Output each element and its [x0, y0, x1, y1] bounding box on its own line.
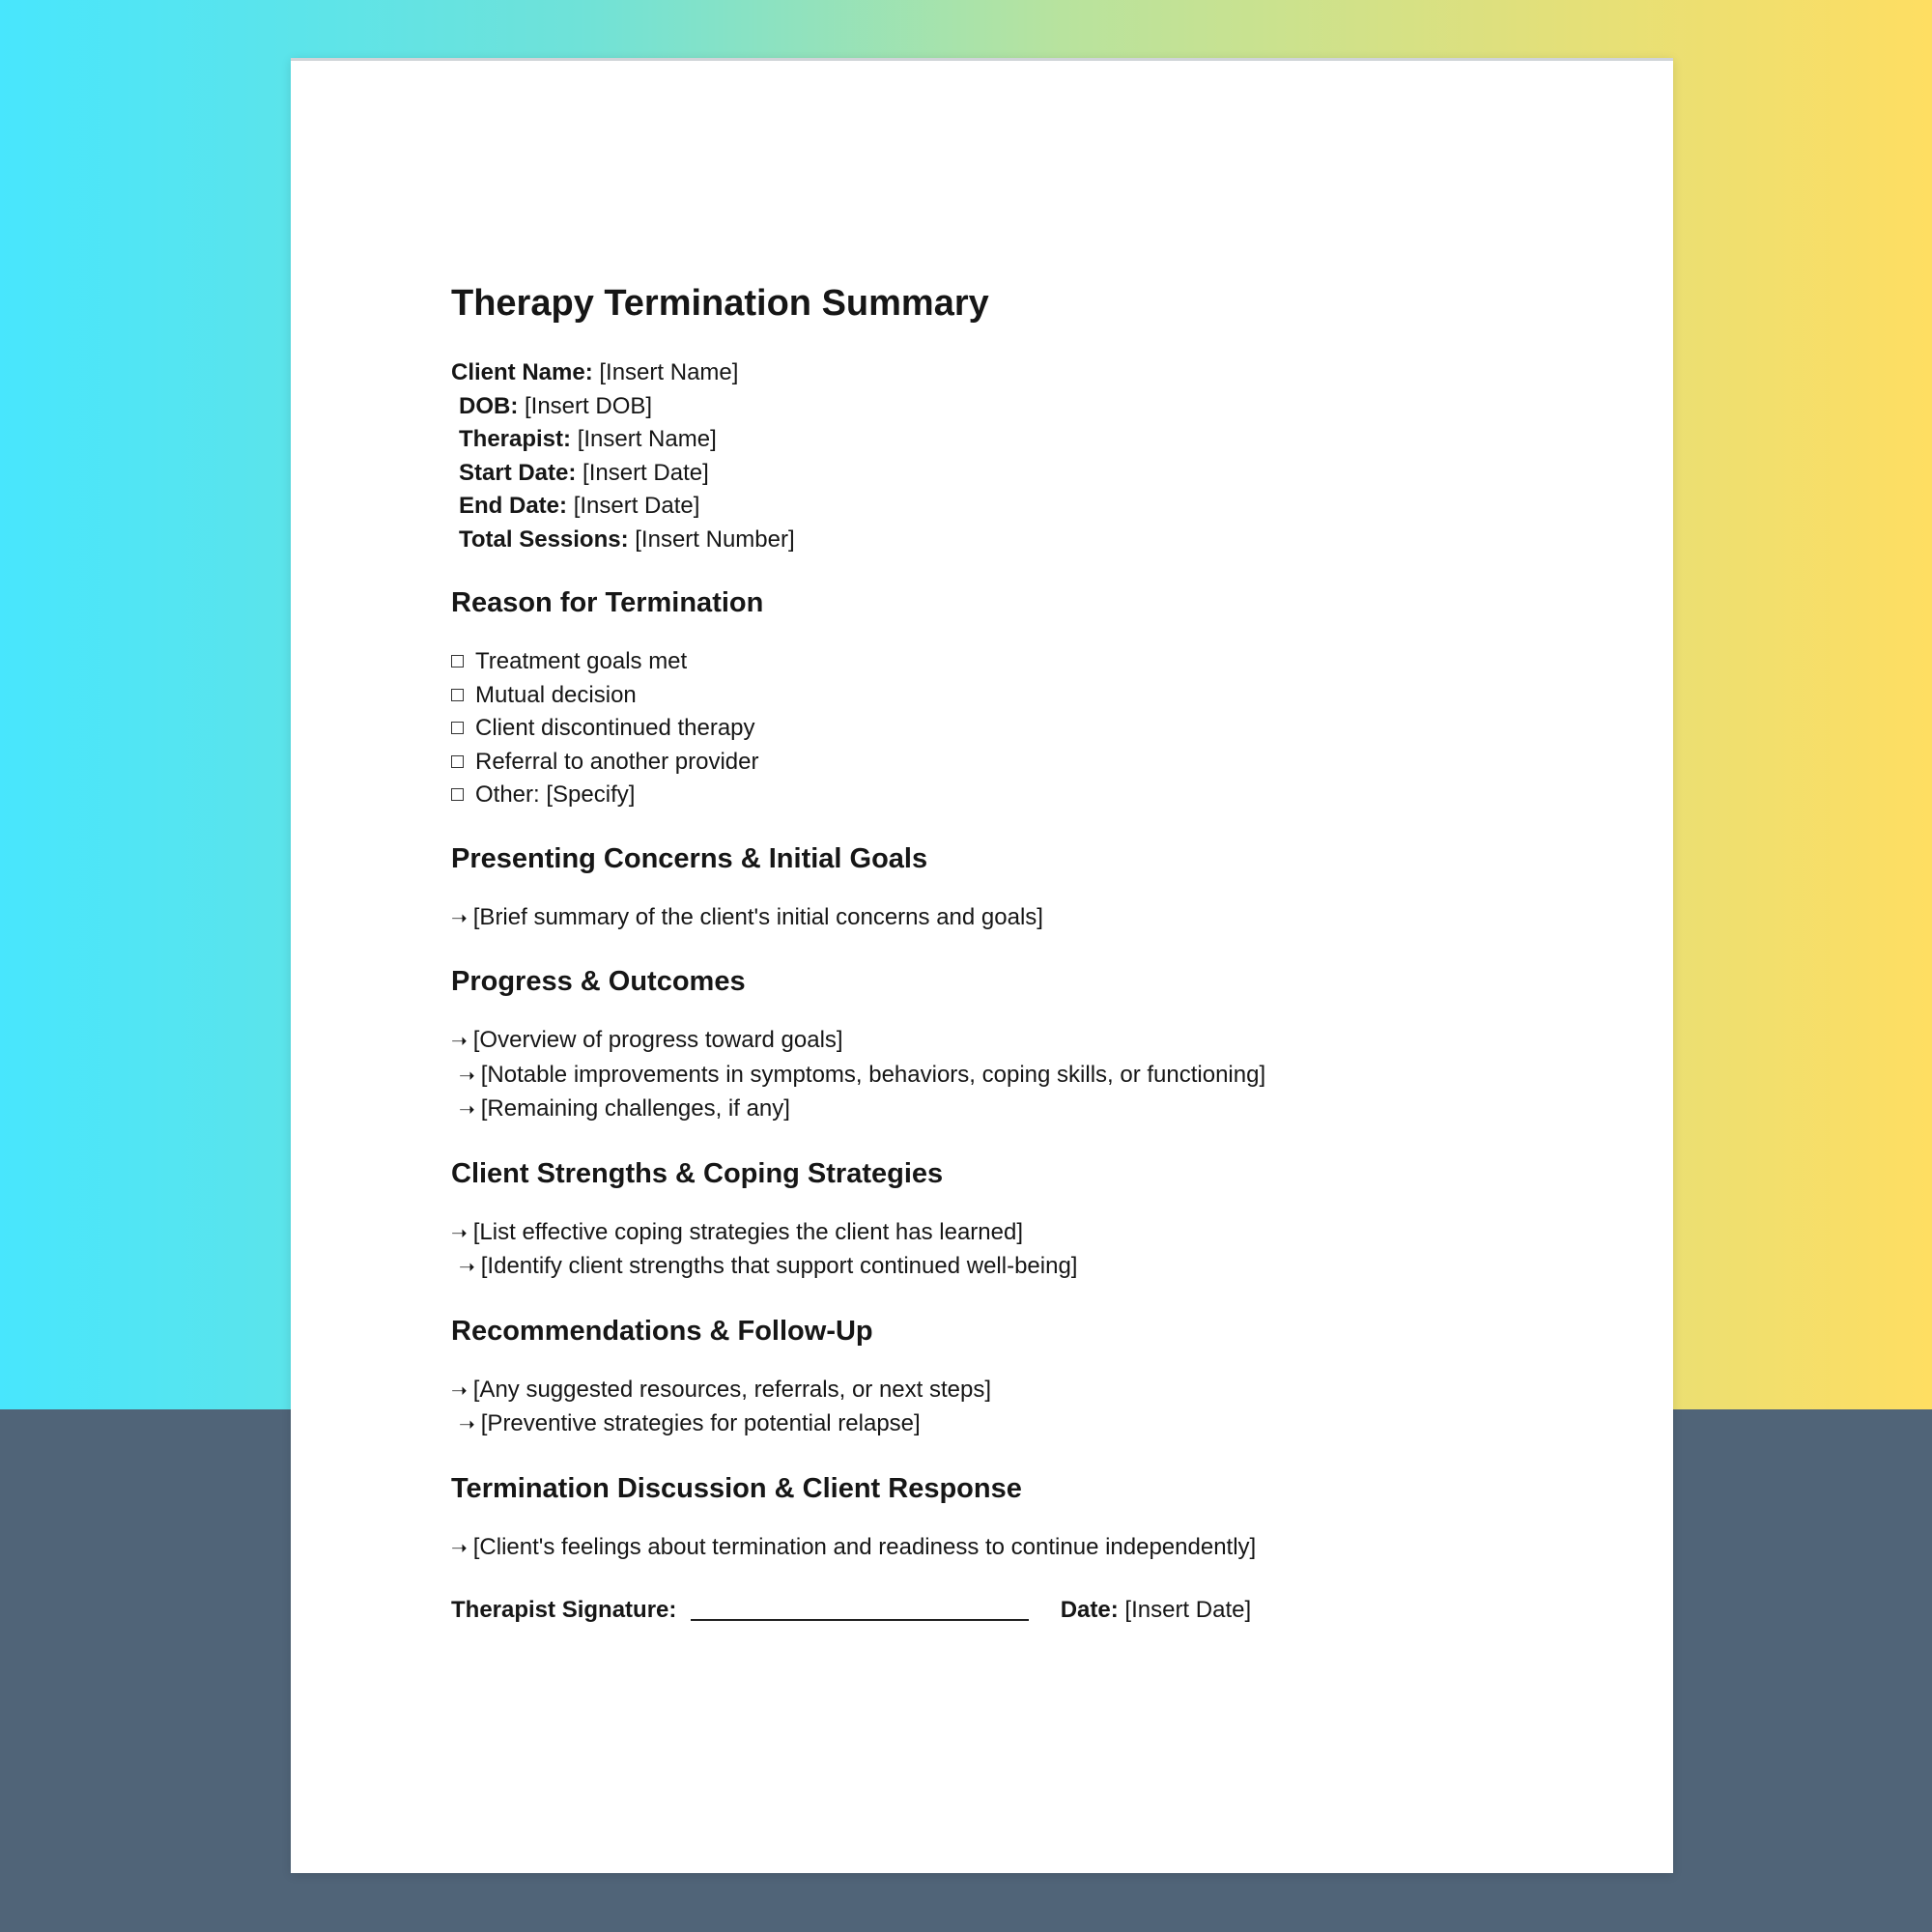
section-heading-recommendations: Recommendations & Follow-Up	[451, 1315, 873, 1347]
list-item	[451, 1024, 1572, 1059]
checkbox-icon[interactable]	[451, 689, 464, 701]
list-item-text: [Overview of progress toward goals]	[472, 1027, 843, 1053]
checkbox-icon[interactable]	[451, 788, 464, 801]
reason-checklist	[451, 645, 1572, 812]
date-value: [Insert Date]	[1124, 1597, 1252, 1623]
document-page	[291, 58, 1673, 1873]
field-value: [Insert Name]	[599, 359, 739, 385]
checklist-item[interactable]	[451, 712, 1572, 746]
list-item	[451, 1250, 1572, 1285]
section-heading-progress: Progress & Outcomes	[451, 966, 746, 997]
signature-label: Therapist Signature:	[451, 1597, 677, 1623]
arrow-right-icon: ➝	[451, 907, 468, 929]
arrow-right-icon: ➝	[451, 1031, 468, 1052]
client-info	[451, 356, 1572, 556]
arrow-right-icon: ➝	[451, 1222, 468, 1244]
list-item-text: [List effective coping strategies the client has learned]	[472, 1218, 1023, 1245]
field-label: End Date:	[459, 493, 568, 519]
section-heading-strengths: Client Strengths & Coping Strategies	[451, 1157, 944, 1189]
field-label: Start Date:	[459, 459, 577, 486]
arrow-right-icon: ➝	[459, 1065, 475, 1087]
field-value: [Insert DOB]	[525, 392, 653, 419]
checkbox-icon[interactable]	[451, 655, 464, 668]
arrow-right-icon: ➝	[459, 1099, 475, 1121]
field-client-name	[451, 356, 1572, 390]
field-therapist	[451, 423, 1572, 457]
signature-row	[451, 1594, 1572, 1627]
field-value: [Insert Number]	[635, 526, 795, 553]
signature-line[interactable]	[691, 1596, 1029, 1621]
list-item-text: [Identify client strengths that support continued well-being]	[480, 1253, 1078, 1279]
checklist-item[interactable]	[451, 746, 1572, 780]
section-heading-reason: Reason for Termination	[451, 587, 764, 618]
field-label: Client Name:	[451, 359, 593, 385]
section-heading-presenting-concerns: Presenting Concerns & Initial Goals	[451, 842, 928, 874]
arrow-right-icon: ➝	[451, 1379, 468, 1402]
list-item	[451, 1374, 1572, 1408]
date-label: Date:	[1060, 1597, 1119, 1623]
checklist-label: Referral to another provider	[475, 748, 759, 775]
checkbox-icon[interactable]	[451, 755, 464, 768]
page-title: Therapy Termination Summary	[451, 283, 989, 324]
checklist-item[interactable]	[451, 679, 1572, 713]
arrow-right-icon: ➝	[459, 1414, 475, 1435]
list-item	[451, 1093, 1572, 1127]
section-heading-termination-discussion: Termination Discussion & Client Response	[451, 1472, 1022, 1504]
checklist-label: Treatment goals met	[475, 648, 688, 674]
list-item	[451, 1407, 1572, 1442]
checkbox-icon[interactable]	[451, 722, 464, 734]
checklist-label: Client discontinued therapy	[475, 715, 755, 741]
list-item-text: [Any suggested resources, referrals, or next steps]	[472, 1376, 992, 1403]
field-dob	[451, 390, 1572, 424]
field-value: [Insert Date]	[573, 493, 700, 519]
checklist-item[interactable]	[451, 645, 1572, 679]
arrow-right-icon: ➝	[451, 1537, 468, 1559]
field-start-date	[451, 457, 1572, 491]
document-content	[451, 281, 1572, 1627]
list-item-text: [Preventive strategies for potential relapse]	[480, 1410, 921, 1436]
list-item-text: [Notable improvements in symptoms, behaviors, coping skills, or functioning]	[480, 1061, 1266, 1088]
arrow-right-icon: ➝	[459, 1257, 475, 1278]
list-item-text: [Remaining challenges, if any]	[480, 1095, 790, 1122]
list-item	[451, 1216, 1572, 1251]
checklist-label: Mutual decision	[475, 681, 637, 708]
list-item-text: [Client's feelings about termination and readiness to continue independently]	[472, 1533, 1257, 1560]
field-label: Therapist:	[459, 426, 572, 452]
list-item	[451, 1531, 1572, 1566]
field-value: [Insert Date]	[582, 459, 709, 486]
field-value: [Insert Name]	[577, 426, 717, 452]
field-end-date	[451, 490, 1572, 524]
checklist-item[interactable]	[451, 779, 1572, 812]
list-item	[451, 901, 1572, 936]
field-total-sessions	[451, 524, 1572, 557]
field-label: DOB:	[459, 392, 519, 419]
list-item	[451, 1059, 1572, 1094]
checklist-label: Other: [Specify]	[475, 781, 636, 808]
field-label: Total Sessions:	[459, 526, 629, 553]
list-item-text: [Brief summary of the client's initial concerns and goals]	[472, 903, 1043, 930]
